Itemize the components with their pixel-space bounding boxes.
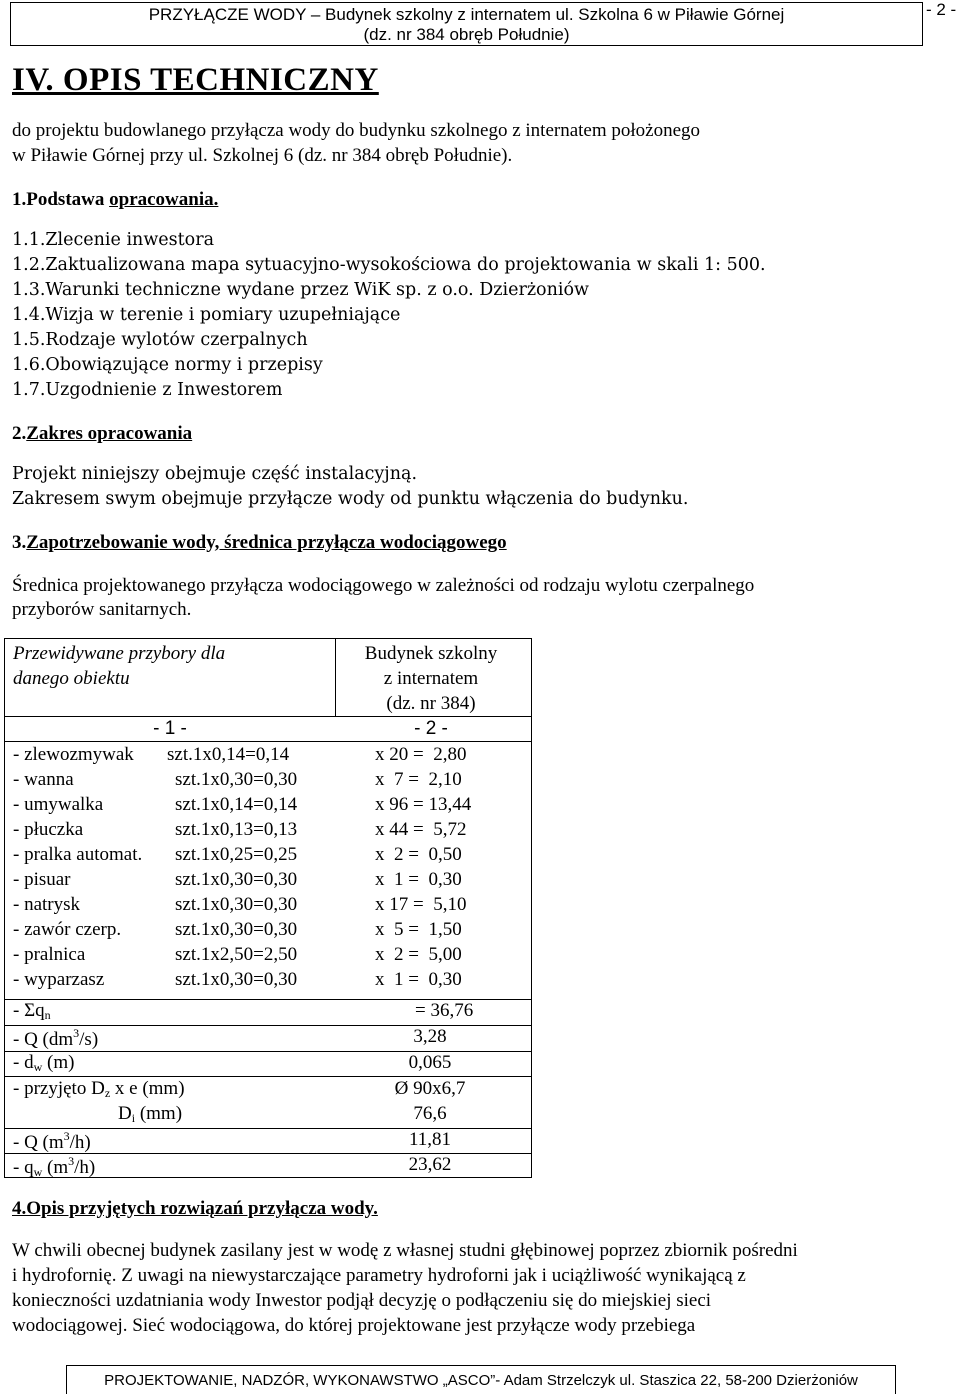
section-4-line-2: i hydrofornię. Z uwagi na niewystarczające parametry hydroforni jak i uciążliwość wynikającą z [12, 1265, 746, 1286]
dz-label [13, 1078, 185, 1101]
di-label-suffix: (mm) [135, 1103, 183, 1124]
table-row-name: - wyparzasz [13, 969, 105, 990]
list-item: 1.6.Obowiązujące normy i przepisy [12, 355, 323, 375]
qm-label-suffix: /h) [69, 1132, 91, 1153]
sum-label [13, 1000, 51, 1023]
table-header-building-3: (dz. nr 384) [386, 693, 476, 714]
table-row-unit: szt.1x0,13=0,13 [175, 819, 298, 840]
sum-label-sub: n [44, 1008, 51, 1022]
q-label [13, 1026, 98, 1051]
dw-label-suffix: (m) [42, 1052, 75, 1073]
qm-value: 11,81 [408, 1129, 452, 1150]
table-row-name: - wanna [13, 769, 74, 790]
table-row-value: x 2 = 0,50 [375, 844, 462, 865]
table-row-value: x 1 = 0,30 [375, 969, 462, 990]
table-row-value: x 2 = 5,00 [375, 944, 462, 965]
list-item: 1.7.Uzgodnienie z Inwestorem [12, 380, 283, 400]
table-header-building-2: z internatem [383, 668, 479, 689]
section-2-number: 2. [12, 423, 27, 444]
table-header-building: Budynek szkolny [364, 643, 498, 664]
qw-label-mid: (m [42, 1157, 69, 1178]
qw-label-sub: w [33, 1165, 43, 1179]
table-row-unit: szt.1x2,50=2,50 [175, 944, 298, 965]
section-2-line-1: Projekt niniejszy obejmuje część instalacyjną. [12, 464, 418, 484]
table-row-unit: szt.1x0,30=0,30 [175, 769, 298, 790]
table-row-name: - płuczka [13, 819, 84, 840]
table-row-name: - umywalka [13, 794, 104, 815]
table-row-unit: szt.1x0,14=0,14 [175, 794, 298, 815]
qm-label [13, 1129, 91, 1154]
column-number-2: - 2 - [414, 718, 448, 739]
section-4-line-3: konieczności uzdatniania wody Inwestor podjął decyzję o podłączeniu się do miejskiej sieci [12, 1290, 712, 1311]
list-item: 1.4.Wizja w terenie i pomiary uzupełniające [12, 305, 401, 325]
qm-label-text: - Q (m [13, 1132, 64, 1153]
qw-label-sup: 3 [68, 1154, 75, 1168]
table-row-unit: szt.1x0,30=0,30 [175, 919, 298, 940]
qw-label [13, 1154, 95, 1180]
table-row-unit: szt.1x0,30=0,30 [175, 869, 298, 890]
section-4-line-4: wodociągowej. Sieć wodociągowa, do której projektowane jest przyłącze wody przebiega [12, 1315, 696, 1336]
list-item: 1.3.Warunki techniczne wydane przez WiK sp. z o.o. Dzierżoniów [12, 280, 589, 300]
q-label-text: - Q (dm [13, 1029, 74, 1050]
di-label [118, 1103, 182, 1126]
intro-line-1: do projektu budowlanego przyłącza wody do budynku szkolnego z internatem położonego [12, 120, 701, 141]
footer-text: PROJEKTOWANIE, NADZÓR, WYKONAWSTWO „ASCO”- Adam Strzelczyk ul. Staszica 22, 58-200 Dzierżoniów [104, 1372, 858, 1389]
table-row-value: x 44 = 5,72 [375, 819, 467, 840]
section-1-word-2: opracowania. [109, 189, 219, 210]
table-divider [5, 741, 531, 742]
table-row-value: x 1 = 0,30 [375, 869, 462, 890]
sum-label-text: - Σq [13, 1000, 45, 1021]
section-4-line-1: W chwili obecnej budynek zasilany jest w wodę z własnej studni głębinowej poprzez zbiornik pośredni [12, 1240, 798, 1261]
table-row-value: x 20 = 2,80 [375, 744, 467, 765]
di-label-text: D [118, 1103, 132, 1124]
table-row-name: - pisuar [13, 869, 71, 890]
section-2-title: Zakres opracowania [26, 423, 193, 444]
dw-label-text: - d [13, 1052, 34, 1073]
header-title: PRZYŁĄCZE WODY – Budynek szkolny z internatem ul. Szkolna 6 w Piławie Górnej [148, 5, 785, 24]
section-1-heading [12, 189, 218, 211]
section-title: IV. OPIS TECHNICZNY [12, 62, 379, 98]
table-row-value: x 96 = 13,44 [375, 794, 472, 815]
sum-value: = 36,76 [415, 1000, 474, 1021]
column-number-1: - 1 - [153, 718, 187, 739]
q-label-suffix: /s) [79, 1029, 99, 1050]
header-subtitle: (dz. nr 384 obręb Południe) [363, 25, 570, 44]
table-divider [5, 1076, 531, 1077]
list-item: 1.2.Zaktualizowana mapa sytuacyjno-wysokościowa do projektowania w skali 1: 500. [12, 255, 766, 275]
section-3-line-2: przyborów sanitarnych. [12, 599, 192, 620]
dz-label-text: - przyjęto D [13, 1078, 105, 1099]
table-row-name: - pralka automat. [13, 844, 143, 865]
section-4-heading: 4.Opis przyjętych rozwiązań przyłącza wody. [12, 1198, 378, 1219]
dw-value: 0,065 [408, 1052, 452, 1073]
table-row-value: x 7 = 2,10 [375, 769, 462, 790]
dz-label-sub: z [104, 1086, 111, 1100]
table-header-items: Przewidywane przybory dla [13, 643, 226, 664]
dw-label [13, 1052, 74, 1075]
intro-line-2: w Piławie Górnej przy ul. Szkolnej 6 (dz. nr 384 obręb Południe). [12, 145, 513, 166]
section-1-number: 1. [12, 189, 27, 210]
table-row-name: - pralnica [13, 944, 86, 965]
qm-label-sup: 3 [63, 1129, 70, 1143]
section-3-line-1: Średnica projektowanego przyłącza wodociągowego w zależności od rodzaju wylotu czerpalnego [12, 575, 755, 596]
table-row-unit: szt.1x0,30=0,30 [175, 894, 298, 915]
table-row-unit: szt.1x0,25=0,25 [175, 844, 298, 865]
qw-label-suffix: /h) [74, 1157, 96, 1178]
table-row-name: - zlewozmywak [13, 744, 134, 765]
table-row-unit: szt.1x0,30=0,30 [175, 969, 298, 990]
section-2-heading [12, 423, 192, 445]
list-item: 1.5.Rodzaje wylotów czerpalnych [12, 330, 308, 350]
table-row-value: x 5 = 1,50 [375, 919, 462, 940]
page-number: - 2 - [926, 0, 957, 19]
list-item: 1.1.Zlecenie inwestora [12, 230, 215, 250]
section-3-title: Zapotrzebowanie wody, średnica przyłącza wodociągowego [26, 532, 507, 553]
dw-label-sub: w [33, 1060, 43, 1074]
q-value: 3,28 [413, 1026, 447, 1047]
table-row-name: - natrysk [13, 894, 81, 915]
section-3-number: 3. [12, 532, 27, 553]
di-label-sub: i [131, 1111, 136, 1125]
dz-value: Ø 90x6,7 [394, 1078, 466, 1099]
table-row-value: x 17 = 5,10 [375, 894, 467, 915]
qw-value: 23,62 [408, 1154, 452, 1175]
table-header-items-2: danego obiektu [13, 668, 130, 689]
section-3-heading [12, 532, 507, 554]
page-footer [66, 1365, 896, 1394]
q-label-sup: 3 [73, 1026, 80, 1040]
section-1-word-1: Podstawa [26, 189, 105, 210]
table-row-name: - zawór czerp. [13, 919, 122, 940]
dz-label-suffix: x e (mm) [110, 1078, 185, 1099]
water-demand-table [4, 638, 532, 1178]
table-row-unit: szt.1x0,14=0,14 [167, 744, 290, 765]
di-value: 76,6 [413, 1103, 447, 1124]
qw-label-text: - q [13, 1157, 34, 1178]
section-2-line-2: Zakresem swym obejmuje przyłącze wody od punktu włączenia do budynku. [12, 489, 689, 509]
table-divider [5, 716, 531, 717]
page-header [10, 2, 923, 46]
